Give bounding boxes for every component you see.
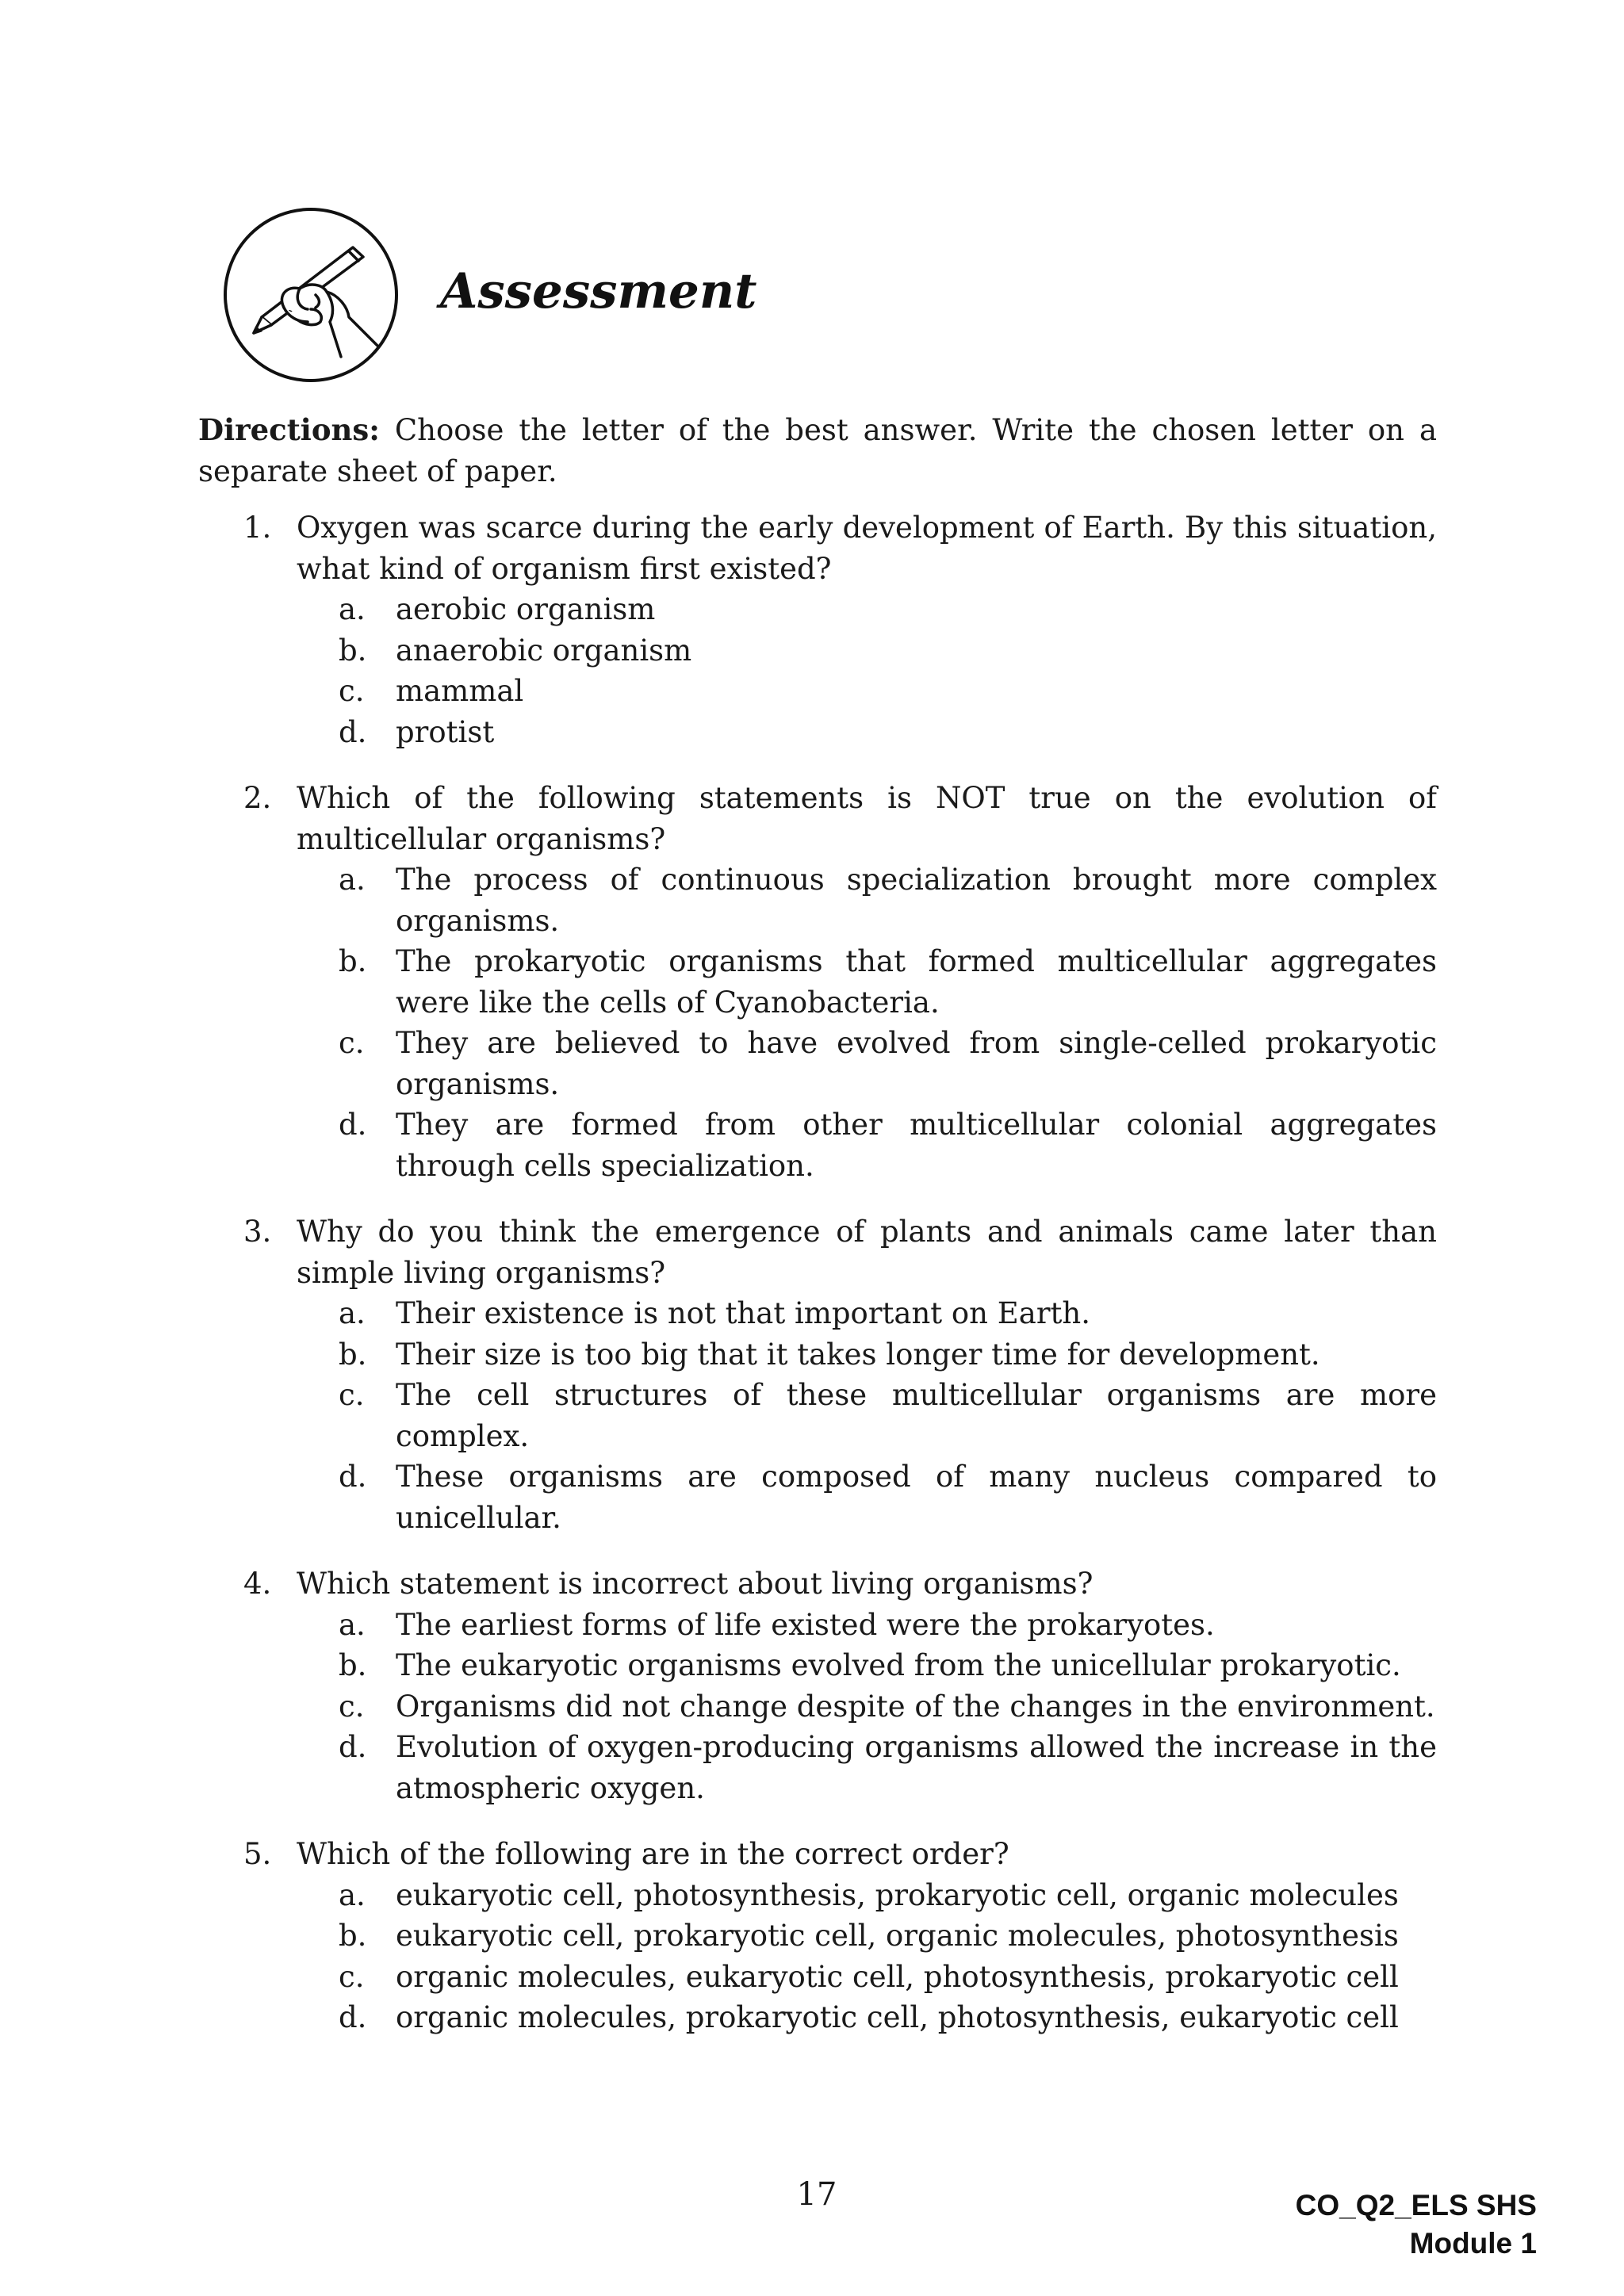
option-text: The eukaryotic organisms evolved from the unicellular prokaryotic. bbox=[396, 1648, 1401, 1682]
option-text: The cell structures of these multicellular organisms are more complex. bbox=[396, 1378, 1437, 1453]
option-letter: d. bbox=[339, 714, 367, 749]
question-number: 5. bbox=[243, 1837, 272, 1871]
question-text: Which of the following are in the correct order? bbox=[297, 1837, 1009, 1871]
option-text: Organisms did not change despite of the changes in the environment. bbox=[396, 1689, 1435, 1724]
question-text: Which of the following statements is NOT true on the evolution of multicellular organisms? bbox=[297, 781, 1437, 856]
option-letter: b. bbox=[339, 1337, 367, 1372]
question-number: 2. bbox=[243, 781, 272, 815]
option-text: Their size is too big that it takes longer time for development. bbox=[396, 1337, 1320, 1372]
option-b bbox=[339, 1915, 1437, 1957]
option-b bbox=[339, 1645, 1437, 1686]
option-a bbox=[339, 1875, 1437, 1916]
option-letter: d. bbox=[339, 1460, 367, 1494]
option-text: These organisms are composed of many nucleus compared to unicellular. bbox=[396, 1460, 1437, 1535]
module-code bbox=[1296, 2187, 1537, 2263]
option-a bbox=[339, 1605, 1437, 1646]
option-c bbox=[339, 1023, 1437, 1104]
option-b bbox=[339, 941, 1437, 1023]
option-list bbox=[198, 1605, 1437, 1809]
option-list bbox=[198, 859, 1437, 1186]
option-d bbox=[339, 1997, 1437, 2038]
option-letter: b. bbox=[339, 944, 367, 978]
option-letter: c. bbox=[339, 674, 365, 708]
module-code-line-2: Module 1 bbox=[1409, 2227, 1537, 2260]
option-text: organic molecules, prokaryotic cell, photosynthesis, eukaryotic cell bbox=[396, 2000, 1399, 2034]
option-c bbox=[339, 1686, 1437, 1728]
question-text: Oxygen was scarce during the early development of Earth. By this situation, what kind of organism first existed? bbox=[297, 511, 1437, 586]
option-list bbox=[198, 1875, 1437, 2038]
option-b bbox=[339, 1334, 1437, 1376]
option-letter: d. bbox=[339, 1108, 367, 1142]
pencil-in-hand-icon bbox=[222, 206, 400, 385]
question-4 bbox=[198, 1563, 1437, 1808]
option-list bbox=[198, 1293, 1437, 1538]
option-letter: c. bbox=[339, 1959, 365, 1994]
option-letter: a. bbox=[339, 863, 366, 897]
question-2 bbox=[198, 778, 1437, 1186]
directions bbox=[198, 409, 1437, 492]
option-c bbox=[339, 1375, 1437, 1456]
option-a bbox=[339, 589, 1437, 630]
option-text: The earliest forms of life existed were the prokaryotes. bbox=[396, 1607, 1215, 1642]
module-code-line-1: CO_Q2_ELS SHS bbox=[1295, 2189, 1537, 2221]
question-text: Which statement is incorrect about living organisms? bbox=[297, 1567, 1094, 1601]
section-title: Assessment bbox=[440, 263, 757, 320]
question-number: 4. bbox=[243, 1567, 272, 1601]
option-text: The prokaryotic organisms that formed multicellular aggregates were like the cells of Cyanobacteria. bbox=[396, 944, 1437, 1020]
option-letter: b. bbox=[339, 1648, 367, 1682]
option-text: eukaryotic cell, prokaryotic cell, organic molecules, photosynthesis bbox=[396, 1919, 1399, 1953]
question-5 bbox=[198, 1834, 1437, 2038]
option-text: Evolution of oxygen-producing organisms allowed the increase in the atmospheric oxygen. bbox=[396, 1730, 1437, 1805]
option-b bbox=[339, 630, 1437, 672]
option-text: Their existence is not that important on Earth. bbox=[396, 1296, 1090, 1330]
option-letter: b. bbox=[339, 633, 367, 668]
option-d bbox=[339, 712, 1437, 753]
option-letter: c. bbox=[339, 1689, 365, 1724]
option-text: organic molecules, eukaryotic cell, photosynthesis, prokaryotic cell bbox=[396, 1959, 1399, 1994]
question-number: 3. bbox=[243, 1215, 272, 1249]
option-d bbox=[339, 1456, 1437, 1538]
option-letter: a. bbox=[339, 1607, 366, 1642]
option-c bbox=[339, 671, 1437, 712]
option-letter: b. bbox=[339, 1919, 367, 1953]
directions-label: Directions: bbox=[198, 412, 380, 447]
directions-text: Choose the letter of the best answer. Write the chosen letter on a separate sheet of paper. bbox=[198, 413, 1437, 488]
option-letter: a. bbox=[339, 592, 366, 626]
option-d bbox=[339, 1727, 1437, 1808]
option-letter: c. bbox=[339, 1026, 365, 1060]
option-letter: d. bbox=[339, 1730, 367, 1764]
option-list bbox=[198, 589, 1437, 752]
assessment-header bbox=[216, 200, 1009, 394]
option-letter: a. bbox=[339, 1296, 366, 1330]
option-c bbox=[339, 1957, 1437, 1998]
option-letter: c. bbox=[339, 1378, 365, 1412]
option-text: eukaryotic cell, photosynthesis, prokaryotic cell, organic molecules bbox=[396, 1877, 1399, 1912]
option-text: They are formed from other multicellular colonial aggregates through cells specialization. bbox=[396, 1108, 1437, 1183]
option-text: aerobic organism bbox=[396, 592, 656, 626]
question-number: 1. bbox=[243, 511, 272, 545]
option-a bbox=[339, 1293, 1437, 1334]
question-list bbox=[198, 507, 1437, 2064]
question-text: Why do you think the emergence of plants and animals came later than simple living organisms? bbox=[297, 1215, 1437, 1290]
question-1 bbox=[198, 507, 1437, 752]
option-text: protist bbox=[396, 714, 495, 749]
option-a bbox=[339, 859, 1437, 941]
option-text: mammal bbox=[396, 674, 524, 708]
question-3 bbox=[198, 1211, 1437, 1538]
option-d bbox=[339, 1104, 1437, 1186]
page-number: 17 bbox=[796, 2176, 837, 2213]
option-text: The process of continuous specialization brought more complex organisms. bbox=[396, 863, 1437, 938]
option-letter: d. bbox=[339, 2000, 367, 2034]
option-letter: a. bbox=[339, 1877, 366, 1912]
option-text: They are believed to have evolved from single-celled prokaryotic organisms. bbox=[396, 1026, 1437, 1101]
option-text: anaerobic organism bbox=[396, 633, 692, 668]
